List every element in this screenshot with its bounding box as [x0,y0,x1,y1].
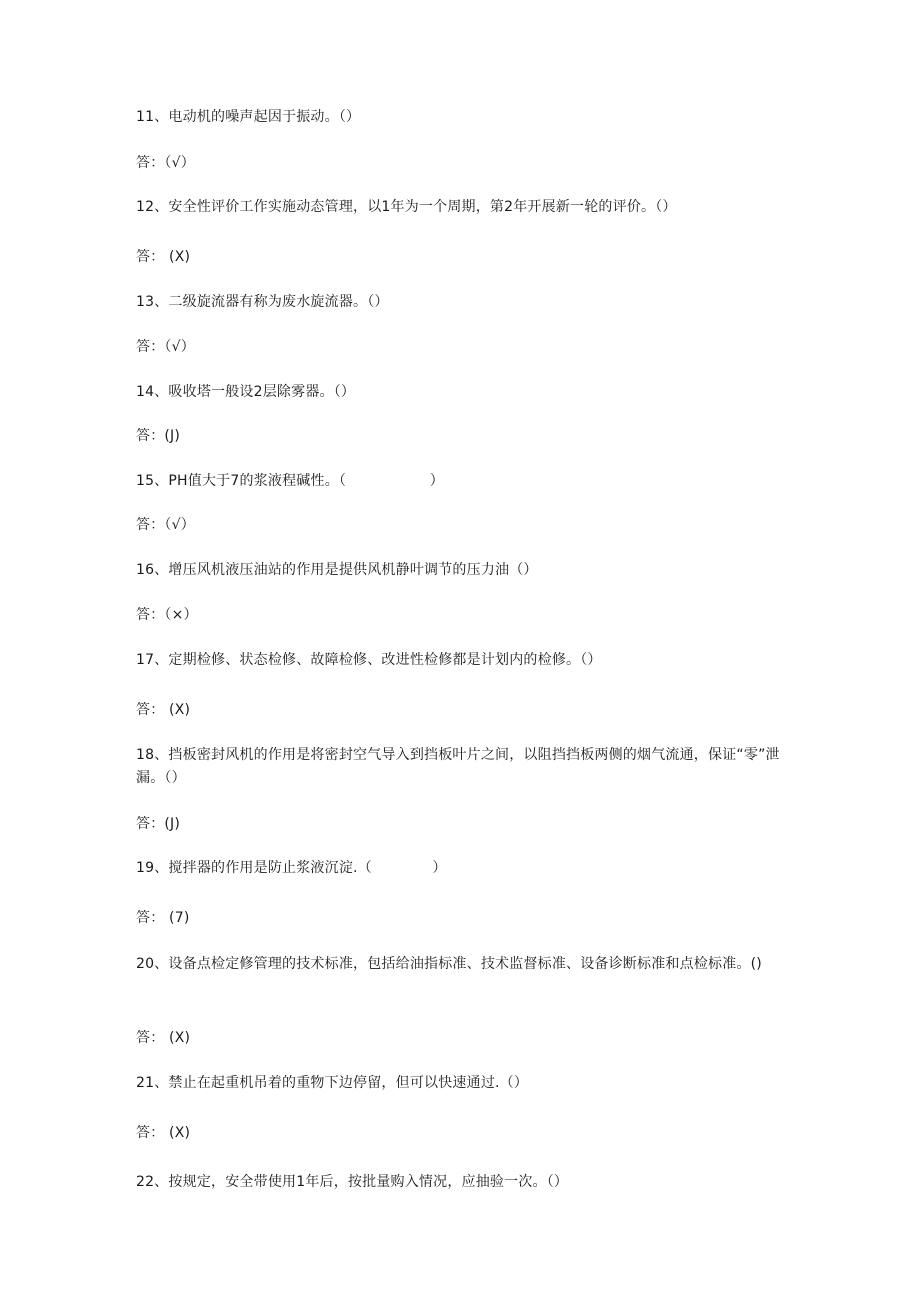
answer-17: 答： (X) [136,702,191,718]
question-18: 18、挡板密封风机的作用是将密封空气导入到挡板叶片之间，以阻挡挡板两侧的烟气流通，保证“零”泄漏。（） [136,747,780,786]
question-21: 21、禁止在起重机吊着的重物下边停留，但可以快速通过.（） [136,1075,529,1091]
answer-19: 答： (7) [136,910,190,926]
question-15: 15、PH值大于7的浆液程碱性。（ ） [136,473,444,489]
question-22: 22、按规定，安全带使用1年后，按批量购入情况，应抽验一次。（） [136,1174,569,1190]
answer-11: 答：（√） [136,155,195,171]
answer-15: 答：（√） [136,517,195,533]
question-13: 13、二级旋流器有称为废水旋流器。（） [136,294,389,310]
answer-20: 答： (X) [136,1030,191,1046]
answer-14: 答：(J) [136,428,181,444]
question-20: 20、设备点检定修管理的技术标准，包括给油指标准、技术监督标准、设备诊断标准和点检标准。() [136,956,762,972]
answer-13: 答：（√） [136,339,195,355]
question-12: 12、安全性评价工作实施动态管理，以1年为一个周期，第2年开展新一轮的评价。（） [136,199,677,215]
question-11: 11、电动机的噪声起因于振动。（） [136,109,361,125]
question-14: 14、吸收塔一般设2层除雾器。（） [136,384,356,400]
answer-12: 答： (X) [136,249,191,265]
question-17: 17、定期检修、状态检修、故障检修、改进性检修都是计划内的检修。（） [136,652,602,668]
answer-21: 答： (X) [136,1125,191,1141]
answer-18: 答：(J) [136,816,181,832]
question-16: 16、增压风机液压油站的作用是提供风机静叶调节的压力油（） [136,562,538,578]
answer-16: 答：（×） [136,607,198,623]
question-19: 19、搅拌器的作用是防止浆液沉淀.（ ） [136,860,447,876]
